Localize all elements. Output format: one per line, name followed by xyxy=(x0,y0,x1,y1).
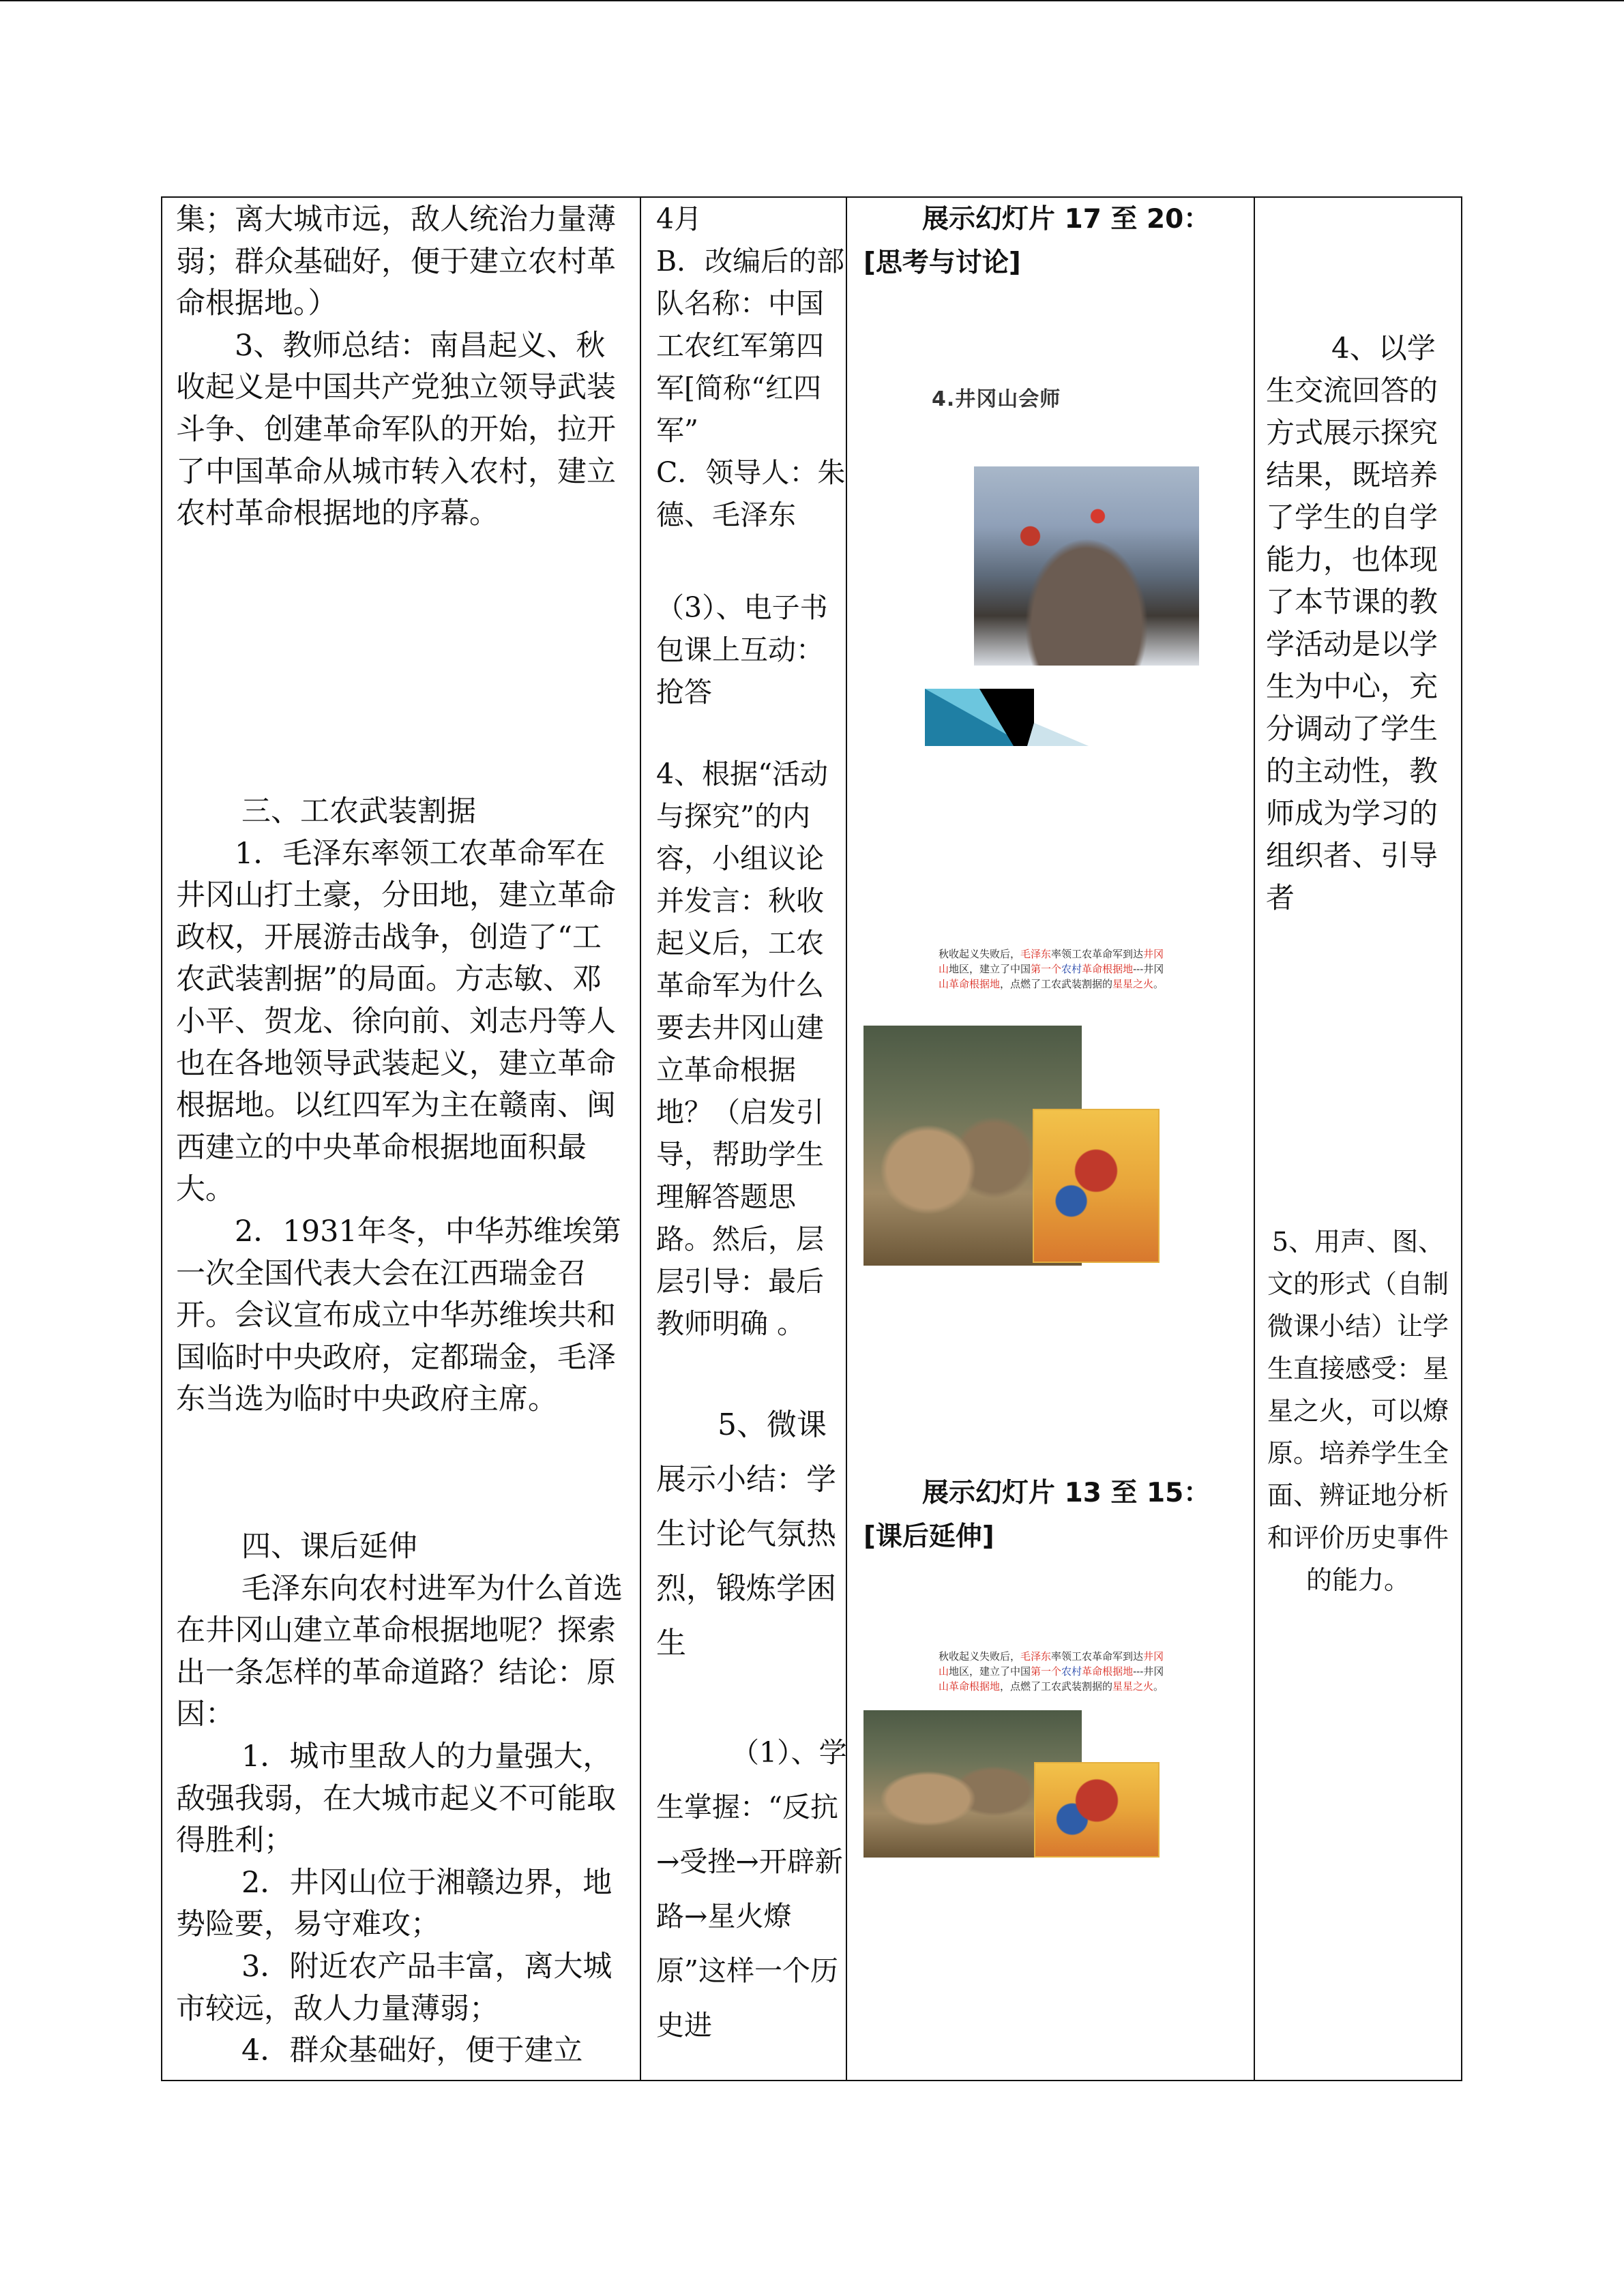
caption-segment: 山 xyxy=(939,1665,949,1678)
reason-item: 4．群众基础好，便于建立 xyxy=(241,2033,583,2068)
caption-segment: 井冈 xyxy=(1143,948,1164,960)
caption-segment: ，点燃了工农武装割据的 xyxy=(1000,978,1113,990)
activity-text: B．改编后的部队名称：中国工农红军第四军[简称“红四军” xyxy=(656,245,845,447)
caption-segment: 秋收起义失败后， xyxy=(939,948,1021,960)
caption-segment: ---井冈 xyxy=(1133,963,1164,975)
content-paragraph: 1．毛泽东率领工农革命军在井冈山打土豪，分田地，建立革命政权，开展游击战争，创造了“工农武装割据”的局面。方志敏、邓小平、贺龙、徐向前、刘志丹等人也在各地领导武装起义，建立革命根据地。以红四军为主在赣南、闽西建立的中央革命根据地面积最大。 xyxy=(176,836,616,1207)
reason-item: 3．附近农产品丰富，离大城市较远，敌人力量薄弱； xyxy=(176,1949,612,2026)
caption-segment: 率领工农革命军到达 xyxy=(1051,948,1144,960)
slide-caption xyxy=(939,1649,1164,1694)
jinggangshan-poster-small xyxy=(1034,1762,1160,1858)
caption-segment: 地区，建立了中国 xyxy=(949,963,1031,975)
page-top-rule xyxy=(0,0,1624,1)
caption-segment: 毛泽东 xyxy=(1020,948,1052,960)
activity-text: （3）、电子书包课上互动：抢答 xyxy=(656,591,828,709)
section-heading: 四、课后延伸 xyxy=(241,1530,417,1564)
design-note: 5、用声、图、文的形式（自制微课小结）让学生直接感受：星星之火，可以燎原。培养学生全面、辨证地分析和评价历史事件的能力。 xyxy=(1267,1227,1449,1595)
design-note: 4、以学生交流回答的方式展示探究结果，既培养了学生的自学能力，也体现了本节课的教学活动是以学生为中心，充分调动了学生的主动性，教师成为学习的组织者、引导者 xyxy=(1266,331,1438,914)
jinggangshan-poster xyxy=(1033,1109,1160,1263)
activity-text: C．领导人：朱德、毛泽东 xyxy=(656,456,846,531)
design-intent-column xyxy=(1266,198,1460,2080)
activity-text: （1）、学生掌握：“反抗→受挫→开辟新路→星火燎原”这样一个历史进 xyxy=(656,1736,847,2042)
section-heading: 三、工农武装割据 xyxy=(241,794,476,829)
slide-caption xyxy=(939,946,1164,992)
caption-segment: 革命根据地 xyxy=(1082,1665,1134,1678)
content-paragraph: 毛泽东向农村进军为什么首选在井冈山建立革命根据地呢？探索出一条怎样的革命道路？结论：原因： xyxy=(176,1571,623,1732)
slide-header: 4.井冈山会师 xyxy=(932,387,1061,411)
caption-segment: 地区，建立了中国 xyxy=(949,1665,1031,1678)
activity-text: 5、微课展示小结：学生讨论气氛热烈，锻炼学困生 xyxy=(656,1407,836,1660)
caption-segment: 第一个 xyxy=(1031,963,1062,975)
caption-segment: 井冈 xyxy=(1143,1650,1164,1663)
jinggangshan-meeting-painting xyxy=(974,466,1199,666)
content-column xyxy=(176,198,629,2080)
caption-segment: ---井冈 xyxy=(1133,1665,1164,1678)
caption-segment: 率领工农革命军到达 xyxy=(1051,1650,1144,1663)
caption-segment: 革命根据地 xyxy=(1082,963,1134,975)
caption-segment: 第一个 xyxy=(1031,1665,1062,1678)
caption-segment: 。 xyxy=(1153,978,1164,990)
teacher-summary: 3、教师总结：南昌起义、秋收起义是中国共产党独立领导武装斗争、创建革命军队的开始，拉开了中国革命从城市转入农村，建立农村革命根据地的序幕。 xyxy=(176,328,616,531)
slide-instruction: 展示幻灯片 17 至 20：[思考与讨论] xyxy=(863,204,1211,278)
content-paragraph: 集；离大城市远，敌人统治力量薄弱；群众基础好，便于建立农村革命根据地。） xyxy=(176,203,616,321)
caption-segment: 农村 xyxy=(1061,963,1082,975)
lesson-plan-table xyxy=(161,196,1462,2081)
column-divider xyxy=(640,198,641,2080)
caption-segment: 毛泽东 xyxy=(1020,1650,1052,1663)
activity-text: 4、根据“活动与探究”的内容，小组议论并发言：秋收起义后，工农革命军为什么要去井冈山建立革命根据地？（启发引导，帮助学生理解答题思路。然后，层层引导：最后教师明确 。 xyxy=(656,758,829,1340)
caption-segment: ，点燃了工农武装割据的 xyxy=(1000,1680,1113,1693)
slide-arrow-graphic xyxy=(925,689,1089,750)
caption-segment: 星星之火 xyxy=(1112,978,1154,990)
caption-segment: 山革命根据地 xyxy=(939,1680,1001,1693)
reason-item: 2．井冈山位于湘赣边界，地势险要，易守难攻； xyxy=(176,1865,612,1942)
caption-segment: 。 xyxy=(1153,1680,1164,1693)
activity-column xyxy=(656,198,847,2080)
slides-column xyxy=(863,198,1259,2080)
caption-segment: 星星之火 xyxy=(1112,1680,1154,1693)
caption-segment: 山革命根据地 xyxy=(939,978,1001,990)
reason-item: 1．城市里敌人的力量强大，敌强我弱，在大城市起义不可能取得胜利； xyxy=(176,1739,616,1858)
activity-text: 4月 xyxy=(656,203,703,235)
caption-segment: 山 xyxy=(939,963,949,975)
content-paragraph: 2．1931年冬，中华苏维埃第一次全国代表大会在江西瑞金召开。会议宣布成立中华苏维埃共和国临时中央政府，定都瑞金，毛泽东当选为临时中央政府主席。 xyxy=(176,1214,621,1417)
caption-segment: 秋收起义失败后， xyxy=(939,1650,1021,1663)
caption-segment: 农村 xyxy=(1061,1665,1082,1678)
slide-instruction: 展示幻灯片 13 至 15：[课后延伸] xyxy=(863,1478,1211,1552)
